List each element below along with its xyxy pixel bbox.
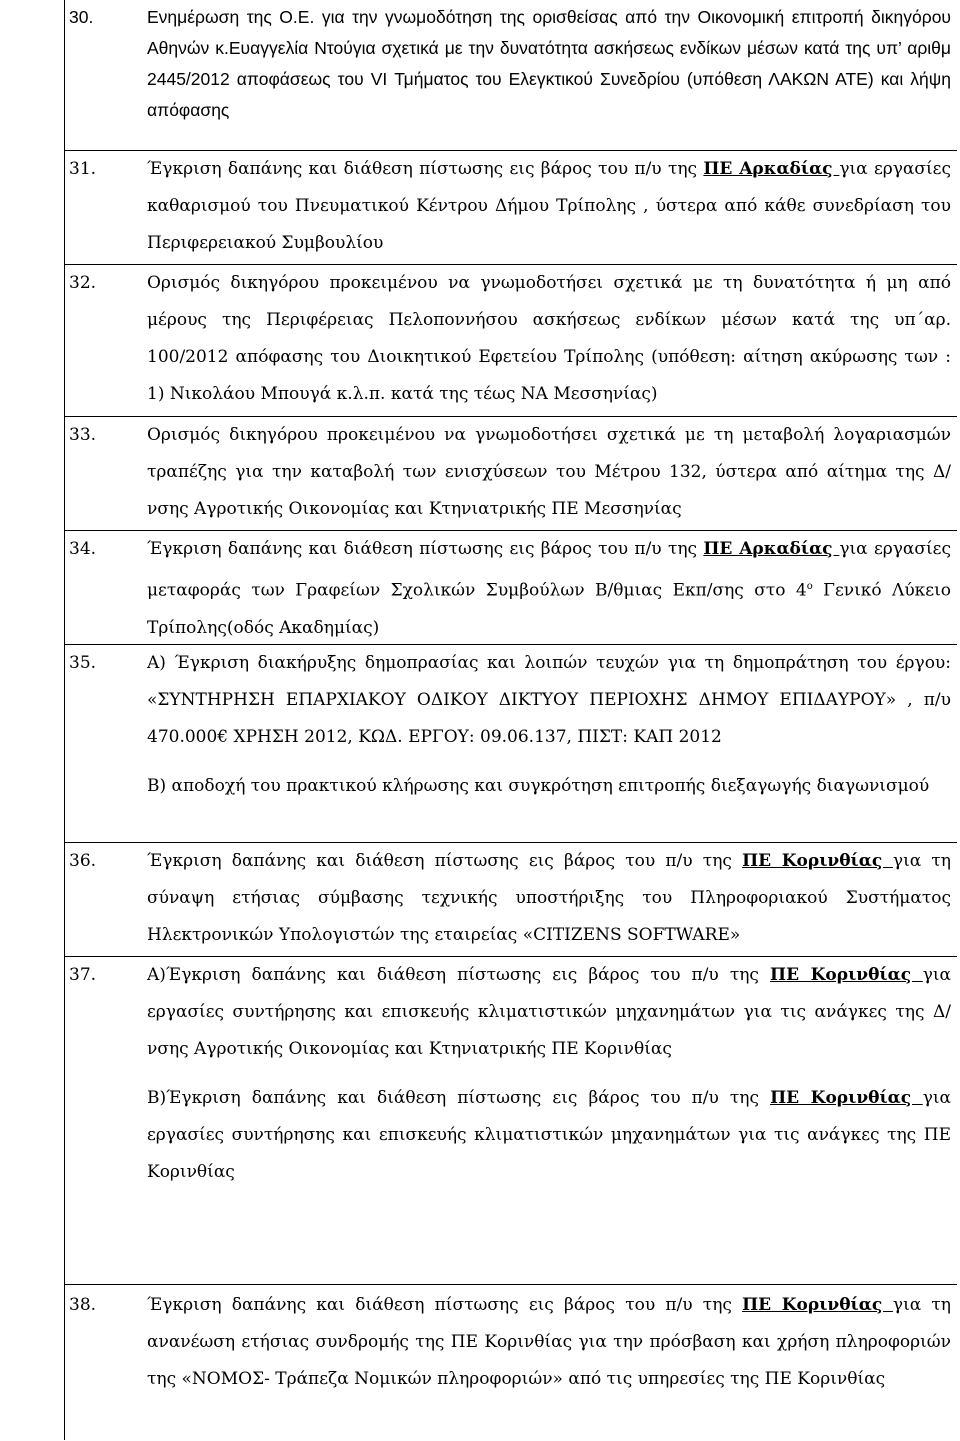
item-text-part: Έγκριση δαπάνης και διάθεση πίστωσης εις βάρος του π/υ της bbox=[147, 159, 704, 179]
agenda-item bbox=[65, 264, 957, 415]
agenda-item bbox=[65, 0, 957, 148]
item-text bbox=[147, 1287, 951, 1398]
item-number: 32. bbox=[69, 273, 97, 293]
item-text-part: για εργασίες συντήρησης και επισκευής κλιματιστικών μηχανημάτων για τις ανάγκες της Δ/νσης Αγροτικής Οικονομίας και Κτηνιατρικής ΠΕ Κορινθίας bbox=[147, 965, 952, 1059]
item-text bbox=[147, 843, 951, 954]
item-paragraph-b: Β) αποδοχή του πρακτικού κλήρωσης και συγκρότηση επιτροπής διεξαγωγής διαγωνισμού bbox=[147, 776, 930, 796]
region-link: ΠΕ Αρκαδίας bbox=[703, 539, 840, 559]
item-number: 33. bbox=[69, 425, 97, 445]
region-link: ΠΕ Κορινθίας bbox=[742, 851, 893, 871]
item-text bbox=[147, 645, 951, 805]
item-number: 38. bbox=[69, 1295, 97, 1315]
item-text-part: για τη σύναψη ετήσιας σύμβασης τεχνικής υποστήριξης του Πληροφοριακού Συστήματος Ηλεκτρονικών Υπολογιστών της εταιρείας «CITIZENS SOFTWARE» bbox=[147, 851, 951, 945]
agenda-item bbox=[65, 956, 957, 1283]
region-link: ΠΕ Κορινθίας bbox=[770, 965, 923, 985]
agenda-item bbox=[65, 842, 957, 955]
item-text-part: Έγκριση δαπάνης και διάθεση πίστωσης εις βάρος του π/υ της bbox=[147, 539, 704, 559]
region-link: ΠΕ Κορινθίας bbox=[742, 1295, 893, 1315]
region-link: ΠΕ Κορινθίας bbox=[770, 1088, 923, 1108]
region-link: ΠΕ Αρκαδίας bbox=[703, 159, 840, 179]
item-text-part: Έγκριση δαπάνης και διάθεση πίστωσης εις βάρος του π/υ της bbox=[147, 1295, 743, 1315]
item-number: 37. bbox=[69, 965, 97, 985]
item-number: 35. bbox=[69, 653, 97, 673]
item-text-part: για τη ανανέωση ετήσιας συνδρομής της ΠΕ Κορινθίας για την πρόσβαση και χρήση πληροφοριών της «ΝΟΜΟΣ- Τράπεζα Νομικών πληροφοριών» από τις υπηρεσίες της ΠΕ Κορινθίας bbox=[147, 1295, 951, 1389]
item-text: Ορισμός δικηγόρου προκειμένου να γνωμοδοτήσει σχετικά με τη μεταβολή λογαριασμών τραπέζης για την καταβολή των ενισχύσεων του Μέτρου 132, ύστερα από αίτημα της Δ/νσης Αγροτικής Οικονομίας και Κτηνιατρικής ΠΕ Μεσσηνίας bbox=[147, 425, 951, 519]
agenda-item bbox=[65, 1284, 957, 1441]
item-number: 34. bbox=[69, 539, 97, 559]
item-number: 30. bbox=[69, 7, 94, 27]
item-text bbox=[147, 531, 951, 647]
item-paragraph-a: Α) Έγκριση διακήρυξης δημοπρασίας και λοιπών τευχών για τη δημοπράτηση του έργου: «ΣΥΝΤΗΡΗΣΗ ΕΠΑΡΧΙΑΚΟΥ ΟΔΙΚΟΥ ΔΙΚΤΥΟΥ ΠΕΡΙΟΧΗΣ ΔΗΜΟΥ ΕΠΙΔΑΥΡΟΥ» , π/υ 470.000€ ΧΡΗΣΗ 2012, ΚΩΔ. ΕΡΓΟΥ: 09.06.137, ΠΙΣΤ: ΚΑΠ 2012 bbox=[147, 653, 951, 747]
item-text-part: Γενικό Λύκειο Τρίπολης(οδός Ακαδημίας) bbox=[147, 580, 951, 638]
agenda-item bbox=[65, 644, 957, 841]
item-number: 36. bbox=[69, 851, 97, 871]
item-text-part: για εργασίες συντήρησης και επισκευής κλιματιστικών μηχανημάτων για τις ανάγκες της ΠΕ Κορινθίας bbox=[147, 1088, 951, 1182]
item-paragraph-a bbox=[147, 957, 951, 1068]
item-text-part: Έγκριση δαπάνης και διάθεση πίστωσης εις βάρος του π/υ της bbox=[147, 851, 743, 871]
item-text-part: για εργασίες καθαρισμού του Πνευματικού Κέντρου Δήμου Τρίπολης , ύστερα από κάθε συνεδρίαση του Περιφερειακού Συμβουλίου bbox=[147, 159, 951, 253]
agenda-document bbox=[64, 0, 957, 1440]
item-text bbox=[147, 957, 951, 1191]
item-number: 31. bbox=[69, 159, 97, 179]
agenda-item bbox=[65, 150, 957, 263]
superscript: ο bbox=[806, 581, 813, 592]
item-paragraph-b bbox=[147, 1080, 951, 1191]
item-text bbox=[147, 151, 951, 262]
item-text: Ενημέρωση της Ο.Ε. για την γνωμοδότηση της ορισθείσας από την Οικονομική επιτροπή δικηγόρου Αθηνών κ.Ευαγγελία Ντούγια σχετικά με την δυνατότητα ασκήσεως ενδίκων μέσων κατά της υπ’ αριθμ 2445/2012 αποφάσεως του VI Τμήματος του Ελεγκτικού Συνεδρίου (υπόθεση ΛΑΚΩΝ ΑΤΕ) και λήψη απόφασης bbox=[147, 7, 951, 120]
item-text: Ορισμός δικηγόρου προκειμένου να γνωμοδοτήσει σχετικά με τη δυνατότητα ή μη από μέρους της Περιφέρειας Πελοποννήσου ασκήσεως ενδίκων μέσων κατά της υπ΄αρ. 100/2012 απόφασης του Διοικητικού Εφετείου Τρίπολης (υπόθεση: αίτηση ακύρωσης των : 1) Νικολάου Μπουγά κ.λ.π. κατά της τέως ΝΑ Μεσσηνίας) bbox=[147, 273, 951, 404]
item-text-part: Α)Έγκριση δαπάνης και διάθεση πίστωσης εις βάρος του π/υ της bbox=[147, 965, 771, 985]
agenda-item bbox=[65, 530, 957, 643]
agenda-item bbox=[65, 416, 957, 529]
item-text-part: για εργασίες μεταφοράς των Γραφείων Σχολικών Συμβούλων Β/θμιας Εκπ/σης στο 4 bbox=[147, 539, 951, 601]
item-text-part: Β)Έγκριση δαπάνης και διάθεση πίστωσης εις βάρος του π/υ της bbox=[147, 1088, 771, 1108]
